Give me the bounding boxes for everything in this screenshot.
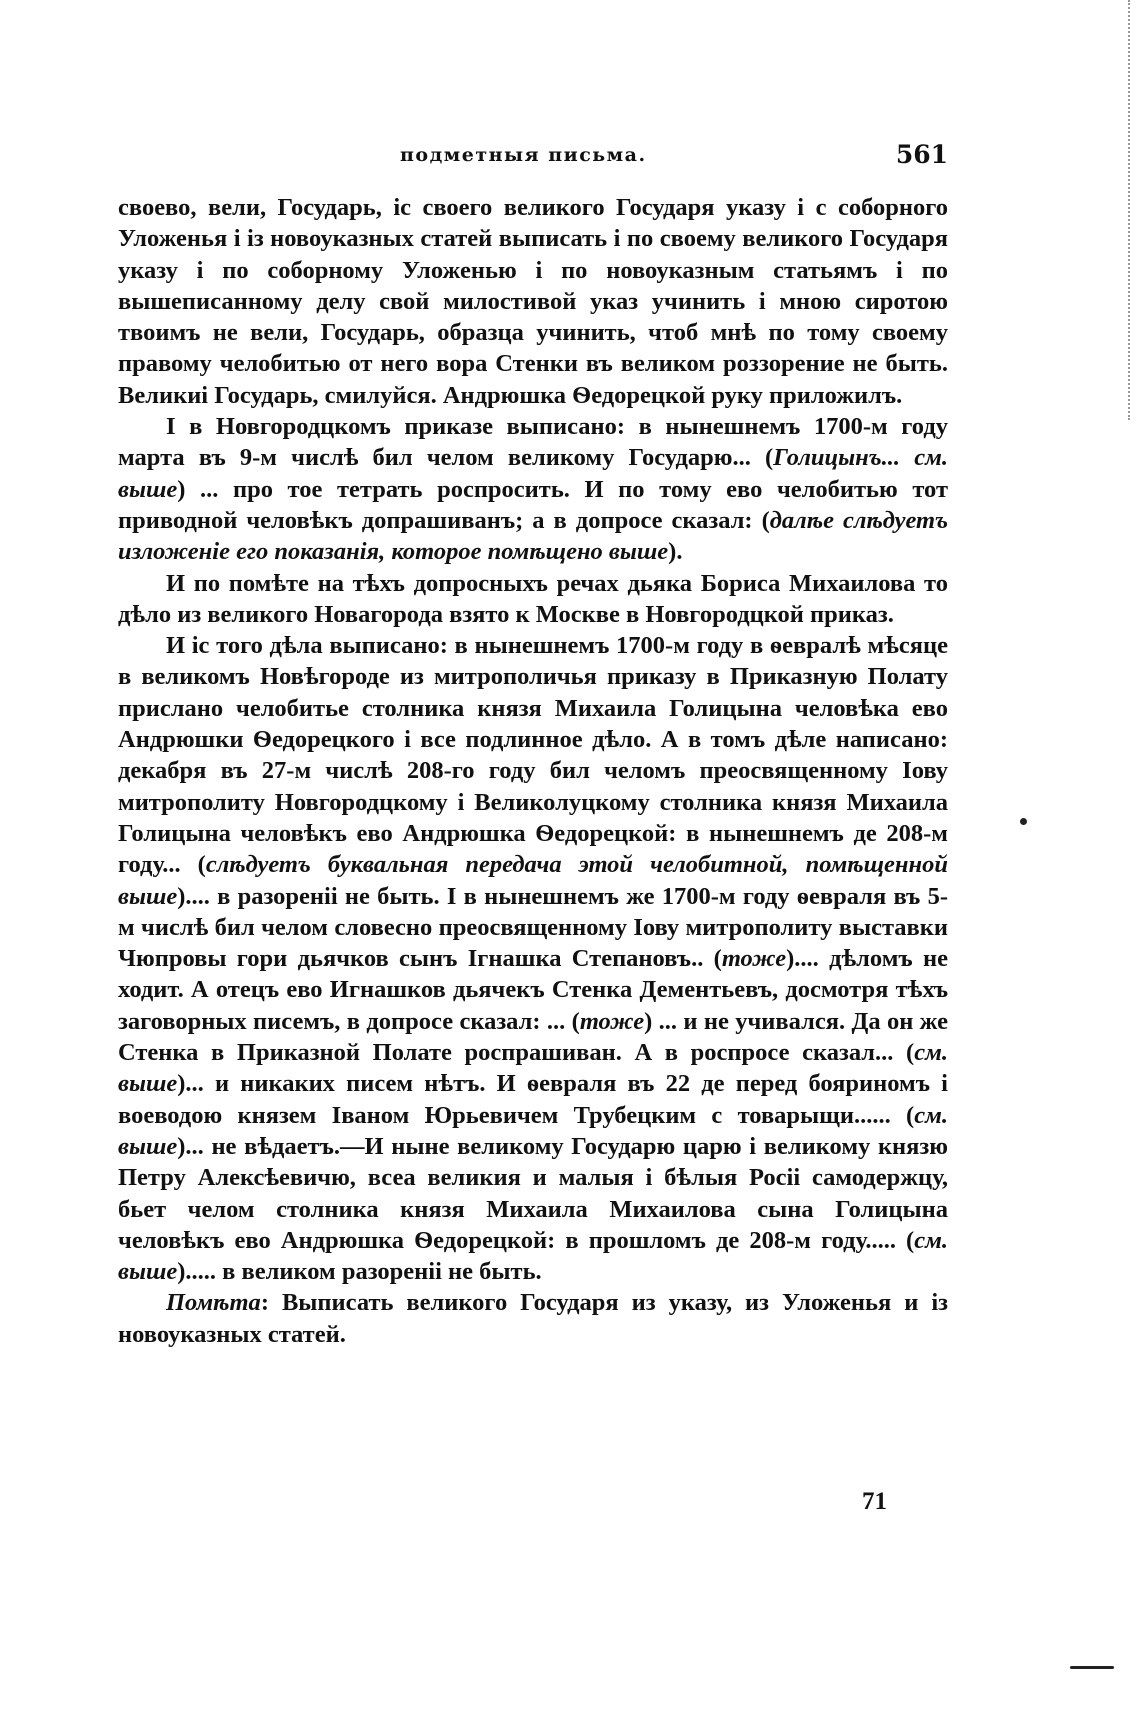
italic-editorial-note: тоже <box>579 1007 645 1035</box>
text-run: И ic того дѣла выписано: в нынешнемъ 1700-м году в ѳевралѣ мѣсяце в великомъ Новѣгороде из митрополичья приказу в Приказную Полату прислано челобитье столника князя Михаила Голицына человѣка ево Андрюшки Ѳедорецкого i все подлинное дѣло. А в томъ дѣле написано: декабря въ 27-м числѣ 208-го году бил челомъ преосвященному Іову митрополиту Новгородцкому i Великолуцкому столника князя Михаила Голицына человѣкъ ево Андрюшка Ѳедорецкой: в нынешнемъ де 208-м году... ( <box>118 632 948 879</box>
italic-editorial-note: Помѣта <box>166 1289 261 1317</box>
text-run: : Выписать великого Государя из указу, из Уложенья и iз новоуказных статей. <box>118 1289 948 1348</box>
text-run: ). <box>668 538 683 566</box>
paragraph <box>118 568 948 631</box>
italic-editorial-note: см. выше <box>118 1039 948 1098</box>
text-run: ) ... и не учивался. Да он же Стенка в Приказной Полате роспрашиван. А в роспросе сказал... ( <box>118 1007 948 1067</box>
text-run: ) ... про тое тетрать роспросить. И по тому ево челобитью тот приводной человѣкъ допрашиванъ; а в допросе сказал: ( <box>118 475 948 534</box>
text-run: )... и никаких писем нѣтъ. И ѳевраля въ 22 де перед бояриномъ i воеводою князем Іваном Юрьевичем Трубецким с товарыщи...... ( <box>118 1070 948 1129</box>
text-run: I в Новгородцкомъ приказе выписано: в нынешнемъ 1700-м году марта въ 9-м числѣ бил челом великому Государю... ( <box>118 413 948 472</box>
body-text <box>118 192 948 1350</box>
printer-signature-mark: 71 <box>862 1488 887 1515</box>
text-run: своево, вели, Государь, ic своего великого Государя указу i с соборного Уложенья i iз новоуказных статей выписать i по своему великого Государя указу i по соборному Уложенью i по новоуказным статьямъ i по вышеписанному делу свой милостивой указ учинить i мною сиротою твоимъ не вели, Государь, образца учинить, чтоб мнѣ по тому своему правому челобитью от него вора Стенки въ великом роззорение не быть. Великиі Государь, смилуйся. Андрюшка Ѳедорецкой руку приложилъ. <box>118 194 948 409</box>
text-run: ).... в разореніі не быть. I в нынешнемъ же 1700-м году ѳевраля въ 5-м числѣ бил челом словесно преосвященному Іову митрополиту выставки Чюпровы гори дьячков сынъ Ігнашка Степановъ.. ( <box>118 882 948 973</box>
italic-editorial-note: тоже <box>721 945 787 973</box>
running-header <box>118 140 948 176</box>
paragraph <box>118 630 948 1287</box>
running-title: подметныя письма. <box>400 144 647 166</box>
italic-editorial-note: слѣдуетъ буквальная передача этой челобитной, помѣщенной выше <box>118 851 948 910</box>
text-run: )... не вѣдаетъ.—И ныне великому Государю царю i великому князю Петру Алексѣевичю, всеа великия и малыя i бѣлыя Росіі самодержцу, бьет челом столника князя Михаила Михаилова сына Голицына человѣкъ ево Андрюшка Ѳедорецкой: в прошломъ де 208-м году..... ( <box>118 1132 948 1254</box>
paragraph <box>118 1287 948 1350</box>
italic-editorial-note: см. выше <box>118 1226 948 1286</box>
stray-ink-dot <box>1020 818 1027 825</box>
italic-editorial-note: далѣе слѣдуетъ изложеніе его показанія, которое помѣщено выше <box>118 506 949 566</box>
page-number: 561 <box>895 140 948 169</box>
italic-editorial-note: Голицынъ... см. выше <box>118 444 948 503</box>
text-run: И по помѣте на тѣхъ допросныхъ речах дьяка Бориса Михаилова то дѣло из великого Новагорода взято к Москве в Новгородцкой приказ. <box>118 569 948 628</box>
text-run: ).... дѣломъ не ходит. А отецъ ево Игнашков дьячекъ Стенка Дементьевъ, досмотря тѣхъ заговорных писемъ, в допросе сказал: ... ( <box>118 945 948 1035</box>
margin-dash-mark <box>1070 1666 1114 1669</box>
paragraph <box>118 411 948 567</box>
paragraph <box>118 192 948 411</box>
italic-editorial-note: см. выше <box>118 1101 948 1160</box>
page-edge-dotted-line <box>1128 0 1130 420</box>
text-run: )..... в великом разореніі не быть. <box>177 1258 542 1286</box>
